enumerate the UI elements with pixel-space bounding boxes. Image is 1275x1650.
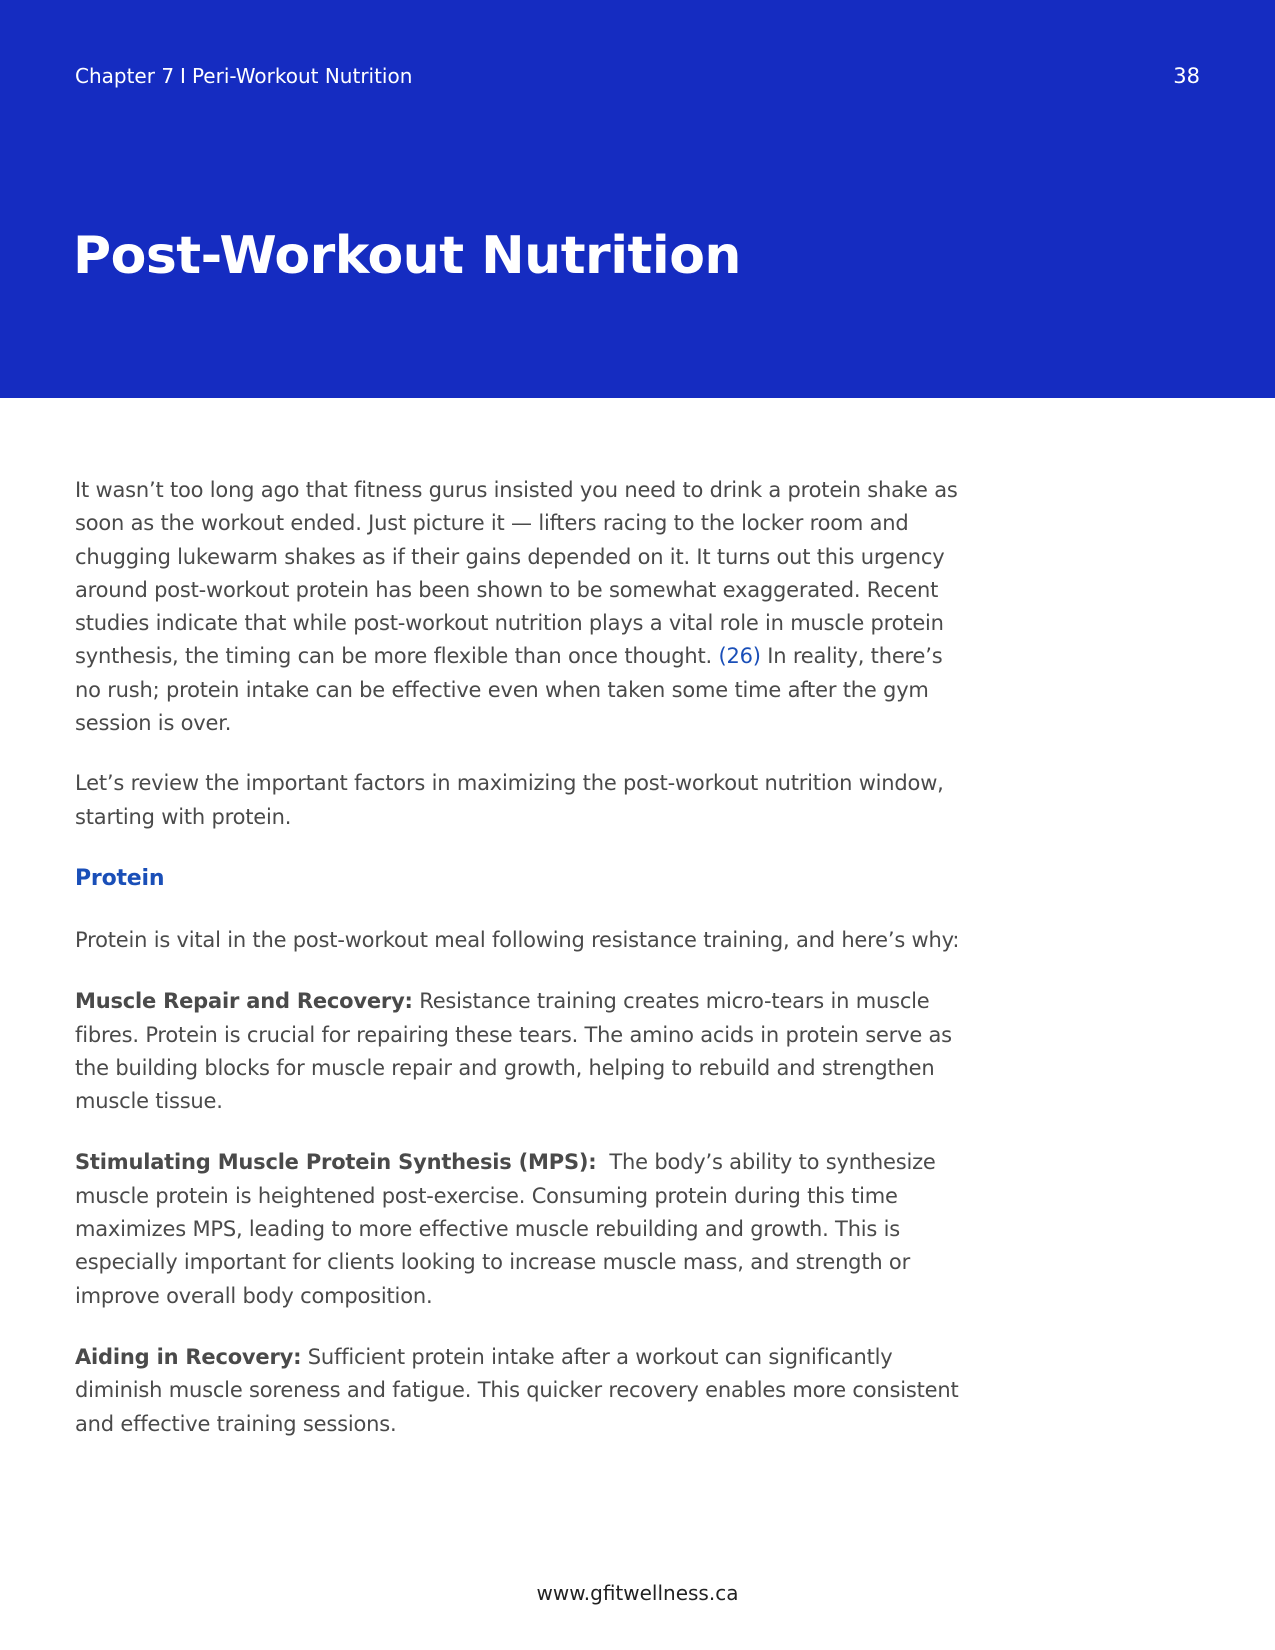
intro-paragraph — [75, 474, 970, 740]
point-term: Stimulating Muscle Protein Synthesis (MPS): — [75, 1150, 597, 1175]
section-heading-protein: Protein — [75, 865, 165, 891]
point-text: Sufficient protein intake after a workout can significantly diminish muscle soreness and fatigue. This quicker recovery enables more consistent and effective training sessions. — [75, 1344, 959, 1436]
chapter-label — [75, 62, 412, 90]
page-title: Post-Workout Nutrition — [73, 226, 741, 286]
protein-intro-paragraph: Protein is vital in the post-workout meal following resistance training, and here’s why: — [75, 927, 960, 952]
chapter-number: Chapter 7 — [75, 64, 175, 88]
page-number: 38 — [1173, 64, 1200, 88]
point-term: Muscle Repair and Recovery: — [75, 989, 413, 1014]
point-muscle-repair — [75, 985, 970, 1118]
point-text: The body’s ability to synthesize muscle protein is heightened post-exercise. Consuming protein during this time maximizes MPS, leading to more effective muscle rebuilding and growth. This is especially important for clients looking to increase muscle mass, and strength or improve overall body composition. — [75, 1150, 936, 1308]
point-text: Resistance training creates micro-tears in muscle fibres. Protein is crucial for repairing these tears. The amino acids in protein serve as the building blocks for muscle repair and growth, helping to rebuild and strengthen muscle tissue. — [75, 989, 952, 1114]
intro-text-part1: It wasn’t too long ago that fitness gurus insisted you need to drink a protein shake as soon as the workout ended. Just picture it — lifters racing to the locker room and chugging lukewarm shakes as if their gains depended on it. It turns out this urgency around post-workout protein has been shown to be somewhat exaggerated. Recent studies indicate that while post-workout nutrition plays a vital role in muscle protein synthesis, the timing can be more flexible than once thought. — [75, 478, 958, 669]
page-header — [0, 0, 1275, 398]
citation-link[interactable]: (26) — [718, 644, 761, 669]
intro-text-part2: In reality, there’s no rush; protein intake can be effective even when taken some time after the gym session is over. — [75, 644, 943, 736]
point-mps — [75, 1146, 970, 1312]
chapter-title: Peri-Workout Nutrition — [191, 64, 413, 88]
page-content — [75, 474, 970, 1469]
review-paragraph: Let’s review the important factors in maximizing the post-workout nutrition window, starting with protein. — [75, 771, 944, 829]
chapter-separator: I — [180, 64, 186, 88]
footer-website: www.gfitwellness.ca — [536, 1581, 739, 1605]
point-aiding-recovery — [75, 1341, 970, 1441]
point-term: Aiding in Recovery: — [75, 1344, 302, 1369]
